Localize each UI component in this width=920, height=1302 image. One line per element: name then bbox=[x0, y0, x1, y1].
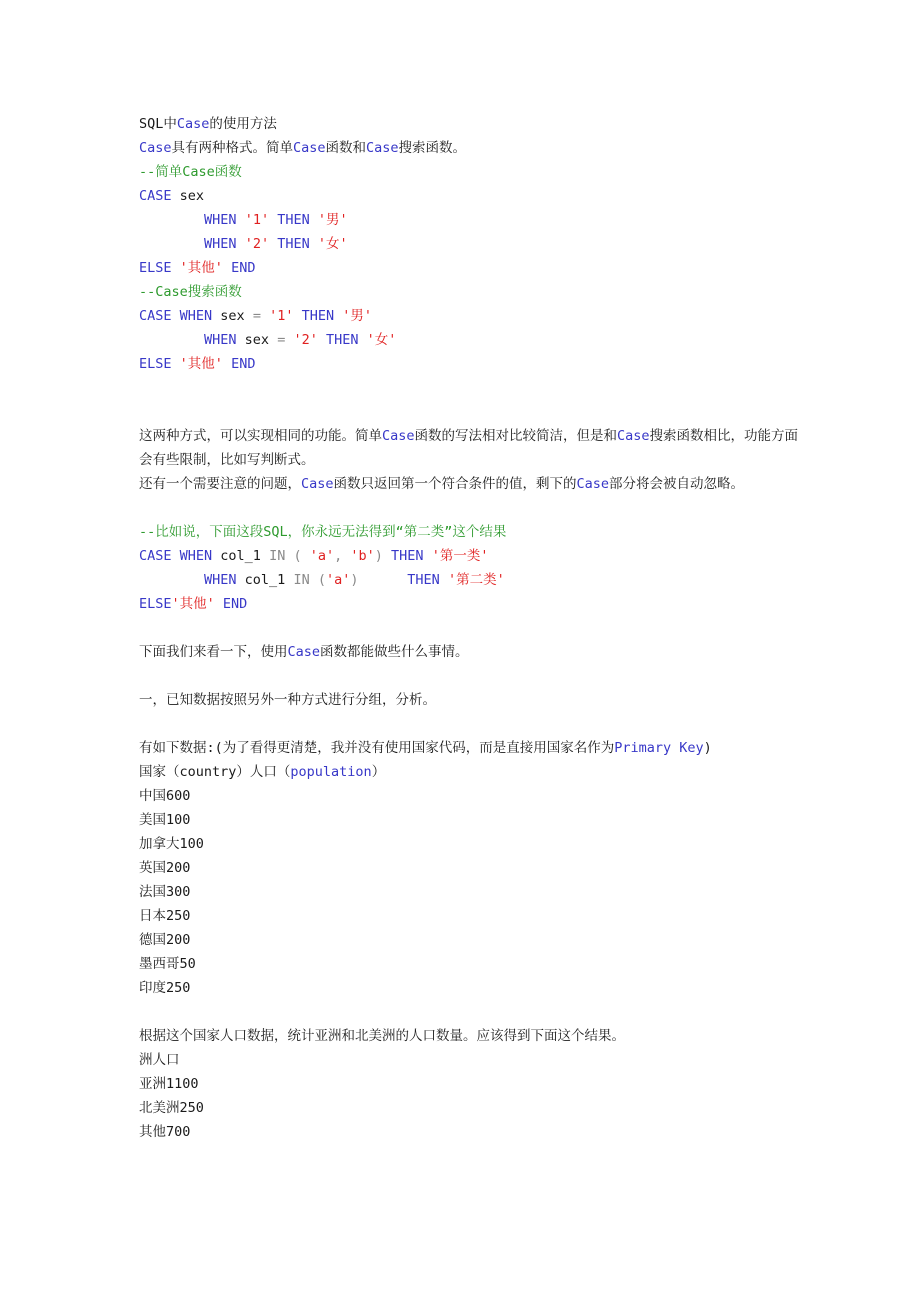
search-case-comment: --Case搜索函数 bbox=[139, 284, 242, 300]
code-line: WHEN '1' THEN '男' bbox=[204, 212, 348, 228]
list-item: 其他700 bbox=[139, 1124, 191, 1140]
paragraph: 还有一个需要注意的问题，Case函数只返回第一个符合条件的值，剩下的Case部分将会被自动忽略。 bbox=[139, 476, 745, 492]
list-item: 墨西哥50 bbox=[139, 956, 196, 972]
table-header: 国家（country）人口（population） bbox=[139, 764, 386, 780]
document-body bbox=[139, 112, 799, 1144]
list-item: 北美洲250 bbox=[139, 1100, 204, 1116]
code-line: ELSE'其他' END bbox=[139, 596, 248, 612]
paragraph: 下面我们来看一下，使用Case函数都能做些什么事情。 bbox=[139, 644, 469, 660]
code-line: CASE WHEN sex = '1' THEN '男' bbox=[139, 308, 373, 324]
simple-case-comment: --简单Case函数 bbox=[139, 164, 242, 180]
case-keyword: Case bbox=[176, 116, 210, 132]
list-item: 日本250 bbox=[139, 908, 191, 924]
doc-title: SQL中Case的使用方法 bbox=[139, 116, 277, 132]
code-line: WHEN col_1 IN ('a') THEN '第二类' bbox=[204, 572, 505, 588]
list-item: 德国200 bbox=[139, 932, 191, 948]
result-list bbox=[139, 1072, 799, 1144]
section-heading: 一，已知数据按照另外一种方式进行分组，分析。 bbox=[139, 692, 436, 708]
code-line: CASE WHEN col_1 IN ( 'a', 'b') THEN '第一类' bbox=[139, 548, 489, 564]
list-item: 亚洲1100 bbox=[139, 1076, 199, 1092]
paragraph: 这两种方式，可以实现相同的功能。简单Case函数的写法相对比较简洁，但是和Case搜索函数相比，功能方面会有些限制，比如写判断式。 bbox=[139, 428, 799, 468]
list-item: 印度250 bbox=[139, 980, 191, 996]
list-item: 法国300 bbox=[139, 884, 191, 900]
simple-case-code bbox=[139, 184, 799, 280]
intro-text: Case具有两种格式。简单Case函数和Case搜索函数。 bbox=[139, 140, 467, 156]
code-line: WHEN '2' THEN '女' bbox=[204, 236, 348, 252]
result-header: 洲人口 bbox=[139, 1052, 180, 1068]
list-item: 英国200 bbox=[139, 860, 191, 876]
code-line: WHEN sex = '2' THEN '女' bbox=[204, 332, 397, 348]
list-item: 加拿大100 bbox=[139, 836, 204, 852]
example-comment: --比如说，下面这段SQL，你永远无法得到“第二类”这个结果 bbox=[139, 524, 507, 540]
code-line: ELSE '其他' END bbox=[139, 260, 256, 276]
paragraph: 根据这个国家人口数据，统计亚洲和北美洲的人口数量。应该得到下面这个结果。 bbox=[139, 1028, 625, 1044]
country-list bbox=[139, 784, 799, 1000]
example-code bbox=[139, 544, 799, 616]
data-intro: 有如下数据:(为了看得更清楚，我并没有使用国家代码，而是直接用国家名作为Primary Key) bbox=[139, 740, 712, 756]
list-item: 美国100 bbox=[139, 812, 191, 828]
search-case-code bbox=[139, 304, 799, 376]
code-line: ELSE '其他' END bbox=[139, 356, 256, 372]
code-line: CASE sex bbox=[139, 188, 205, 204]
list-item: 中国600 bbox=[139, 788, 191, 804]
